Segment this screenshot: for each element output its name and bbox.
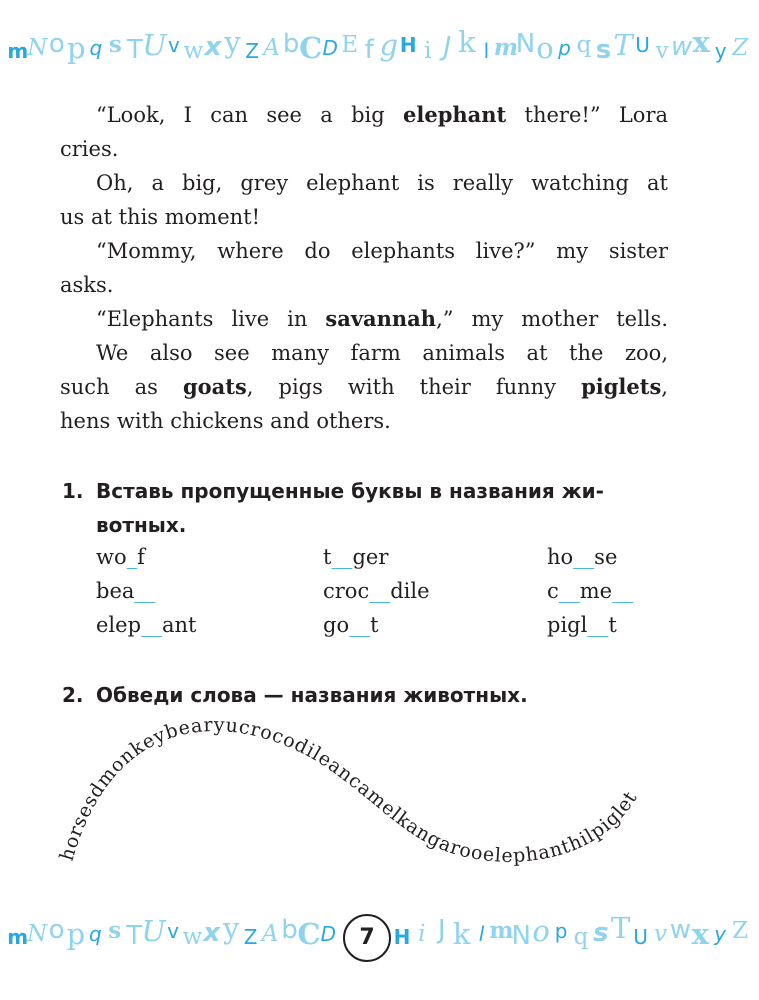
border-letter: w [183,38,204,64]
border-letter: g [379,28,399,62]
border-letter: q [89,922,102,946]
border-letter: b [282,29,300,59]
story-paragraph-2: Oh, a big, grey elephant is really watching at [96,171,668,195]
border-letter: p [554,919,568,943]
border-letter: Z [243,925,258,949]
border-letter: s [108,917,122,944]
border-letter: y [714,39,727,63]
story-paragraph-3: “Mommy, where do elephants live?” my sister [96,239,668,263]
border-letter: y [223,914,240,945]
task-2-number: 2. [62,683,84,707]
border-letter: m [7,39,29,63]
task-1-title: 1. Вставь пропущенные буквы в названия жи- [62,474,604,508]
border-letter: Z [245,39,259,63]
border-letter: s [593,918,609,948]
border-letter: x [204,32,222,62]
story-paragraph-2-cont: us at this moment! [60,205,261,229]
border-letter: Z [732,918,749,944]
border-letter: N [27,35,48,61]
story-paragraph-1: “Look, I can see a big elephant there!” Lora [96,102,669,127]
border-letter: o [48,29,65,59]
border-letter: p [67,31,86,65]
border-letter: p [66,917,86,951]
border-letter: A [261,921,279,947]
border-letter: m [493,34,519,61]
word-wolf: wo_f [96,545,145,569]
word-tiger: t__ger [323,545,389,569]
border-letter: i [418,921,426,947]
border-letter: y [224,28,241,59]
border-letter: N [511,921,532,951]
border-letter: m [7,925,29,949]
border-letter: s [108,31,122,58]
word-crocodile: croc__dile [323,579,430,603]
border-letter: x [692,28,710,59]
border-letter: C [297,917,321,951]
border-letter: A [263,35,280,61]
border-letter: U [141,914,166,948]
border-letter: m [489,917,514,944]
border-letter: T [613,28,633,62]
border-letter: w [671,32,693,62]
border-letter: v [167,919,179,943]
task-1-title-cont: вотных. [96,513,187,537]
border-letter: q [576,32,592,58]
border-letter: T [611,914,631,945]
border-letter: U [635,33,650,57]
border-letter: i [424,38,432,64]
border-letter: v [655,38,669,64]
border-letter: Z [732,35,749,61]
page-number: 7 [343,914,391,962]
word-camel: c__me__ [547,579,634,603]
border-letter: v [654,921,667,947]
border-letter: f [364,35,374,65]
story-paragraph-5-end: hens with chickens and others. [60,409,391,433]
border-letter: o [536,31,554,65]
border-letter: s [595,35,612,65]
border-letter: q [89,36,103,60]
border-letter: q [573,924,589,950]
task-1-number: 1. [62,479,84,503]
border-letter: N [515,29,536,59]
border-letter: l [483,39,490,63]
border-letter: k [452,917,471,951]
border-letter: T [126,921,143,951]
border-letter: p [558,36,571,60]
wave-letter-string[interactable]: horsesdmonkeybearyucrocodileancamelkangarooelephanthilpiglet [55,713,642,868]
border-letter: U [142,28,167,62]
word-bear: bea__ [96,579,156,603]
border-letter: w [182,924,203,950]
border-letter: o [532,914,550,948]
border-letter: J [437,915,446,945]
word-goat: go__t [323,613,379,637]
story-paragraph-5-cont: such as goats, pigs with their funny piglets, [60,374,668,399]
border-letter: x [691,917,709,951]
word-horse: ho__se [547,545,618,569]
word-elephant: elep__ant [96,613,197,637]
border-letter: T [126,35,143,65]
border-letter: x [203,918,221,948]
border-letter: N [27,921,48,947]
story-paragraph-1-cont: cries. [60,137,119,161]
story-paragraph-5: We also see many farm animals at the zoo, [96,341,668,365]
border-letter: H [399,33,417,57]
border-letter: U [633,925,648,949]
border-letter: k [458,28,476,59]
border-letter: E [341,32,359,58]
border-letter: o [48,915,65,945]
task-2-title: 2. Обведи слова — названия животных. [62,678,528,712]
border-letter: D [320,922,336,946]
border-letter: J [443,32,452,62]
border-letter: C [299,31,323,65]
border-letter: b [281,915,298,945]
border-letter: w [669,915,692,945]
word-piglet: pigl__t [547,613,617,637]
border-letter: H [393,925,411,949]
border-letter: y [714,922,727,946]
story-paragraph-3-cont: asks. [60,273,114,297]
border-letter: D [322,36,338,60]
story-paragraph-4: “Elephants live in savannah,” my mother tells. [96,306,668,331]
border-letter: v [168,33,180,57]
border-letter: l [478,922,485,946]
